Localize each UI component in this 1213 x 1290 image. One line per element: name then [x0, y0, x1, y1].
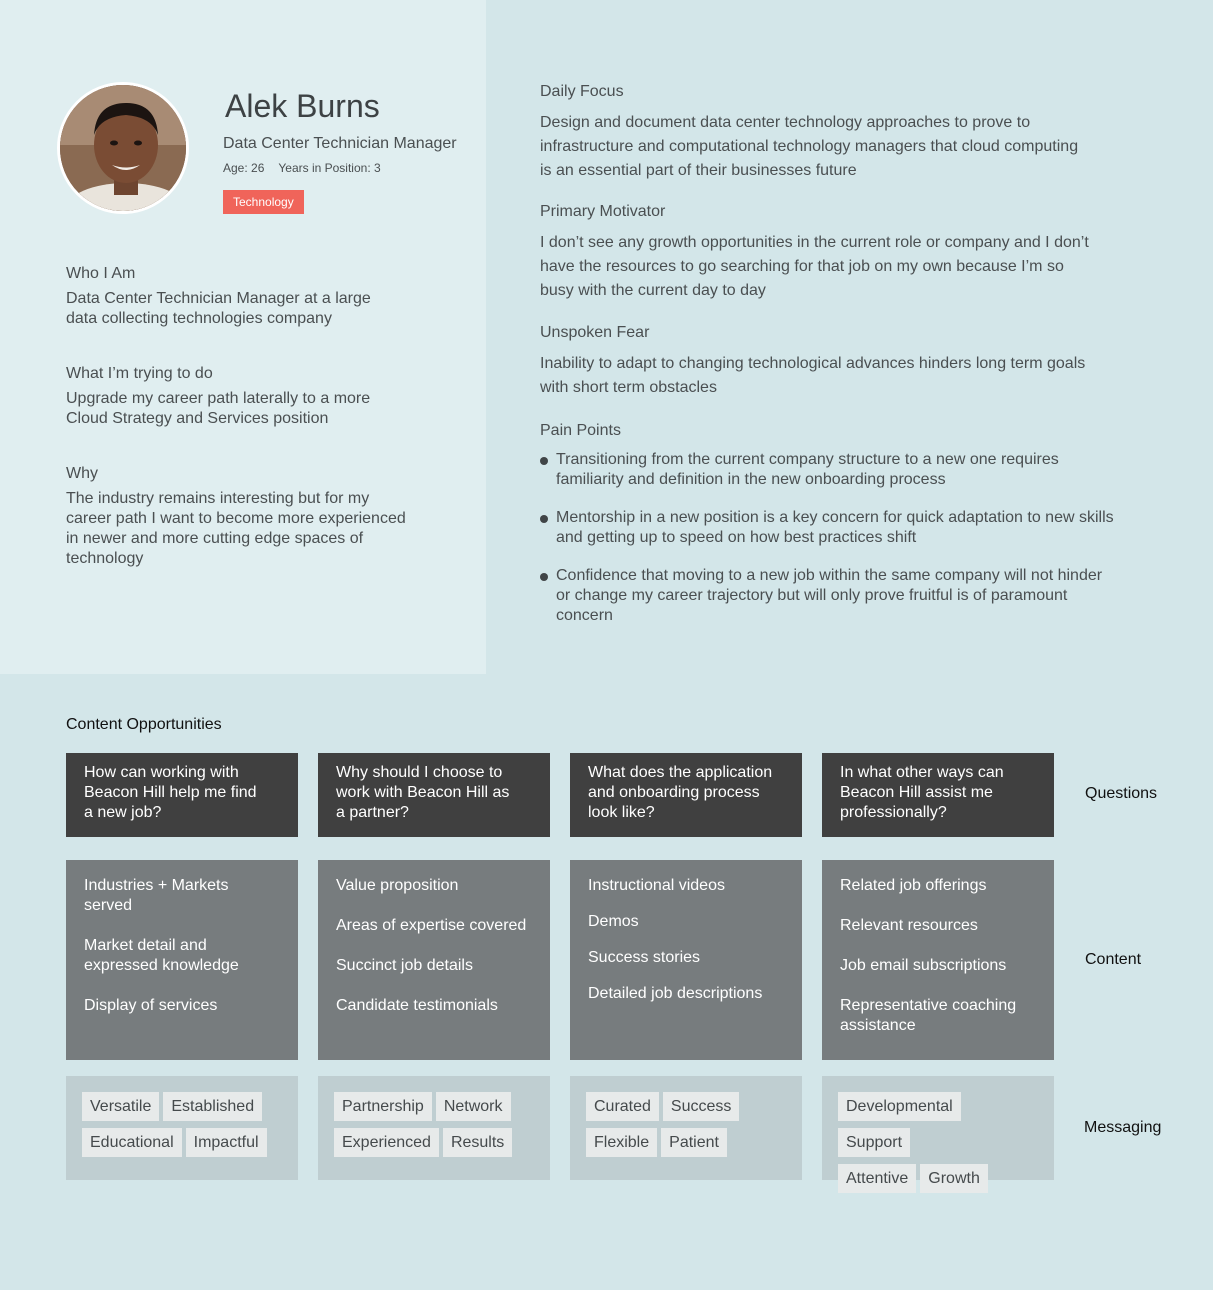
- message-chip: Experienced: [334, 1128, 439, 1157]
- content-item: Relevant resources: [840, 917, 978, 934]
- body-line: a new job?: [84, 804, 162, 821]
- body-line: Beacon Hill assist me: [840, 784, 993, 801]
- message-chip: Established: [163, 1092, 262, 1121]
- list-item: [540, 566, 1126, 626]
- body-line: technology: [66, 550, 144, 567]
- list-item: [540, 450, 1126, 490]
- content-item: [840, 996, 1036, 1036]
- questions-row-label: Questions: [1085, 785, 1158, 802]
- body-line: familiarity and definition in the new onboarding process: [556, 471, 946, 488]
- content-item: Succinct job details: [336, 957, 473, 974]
- body-line: look like?: [588, 804, 655, 821]
- avatar: [57, 82, 189, 214]
- persona-name: Alek Burns: [225, 88, 380, 124]
- body-line: a partner?: [336, 804, 409, 821]
- section-body: [540, 231, 1110, 303]
- message-chip: Developmental: [838, 1092, 961, 1121]
- message-chip: Network: [436, 1092, 511, 1121]
- body-line: expressed knowledge: [84, 957, 239, 974]
- body-line: The industry remains interesting but for my: [66, 490, 370, 507]
- section-heading: Pain Points: [540, 422, 621, 439]
- message-chip: Educational: [82, 1128, 182, 1157]
- body-line: Cloud Strategy and Services position: [66, 410, 329, 427]
- body-line: and onboarding process: [588, 784, 760, 801]
- content-item: Candidate testimonials: [336, 997, 498, 1014]
- content-card: [570, 860, 802, 1060]
- message-chip: Curated: [586, 1092, 659, 1121]
- message-chip: Support: [838, 1128, 910, 1157]
- section-body: [540, 111, 1110, 183]
- body-line: Design and document data center technology approaches to prove to: [540, 114, 1031, 131]
- message-chip: Impactful: [186, 1128, 267, 1157]
- content-opportunities-title: Content Opportunities: [66, 716, 222, 733]
- body-line: Transitioning from the current company structure to a new one requires: [556, 451, 1059, 468]
- content-card: [822, 860, 1054, 1060]
- content-card: [318, 860, 550, 1060]
- body-line: with short term obstacles: [540, 379, 717, 396]
- content-item: Demos: [588, 913, 639, 930]
- messaging-card: [822, 1076, 1054, 1187]
- body-line: served: [84, 897, 133, 914]
- body-line: Market detail and: [84, 937, 207, 954]
- pain-points-list: [540, 450, 1140, 626]
- content-item: [84, 996, 280, 1016]
- body-line: professionally?: [840, 804, 947, 821]
- body-line: Upgrade my career path laterally to a more: [66, 390, 371, 407]
- body-line: Representative coaching: [840, 997, 1017, 1014]
- question-card: [66, 753, 298, 837]
- message-chip: Growth: [920, 1164, 988, 1193]
- body-line: data collecting technologies company: [66, 310, 332, 327]
- section-heading: Why: [66, 465, 98, 482]
- section-heading: Primary Motivator: [540, 203, 666, 220]
- content-row-label: Content: [1085, 951, 1142, 968]
- body-line: assistance: [840, 1017, 916, 1034]
- body-line: I don’t see any growth opportunities in the current role or company and I don’t: [540, 234, 1089, 251]
- content-item: Related job offerings: [840, 877, 987, 894]
- body-line: in newer and more cutting edge spaces of: [66, 530, 364, 547]
- unspoken-fear-section: [540, 324, 1110, 400]
- messaging-row-label: Messaging: [1084, 1119, 1162, 1136]
- message-chip: Success: [663, 1092, 739, 1121]
- body-line: is an essential part of their businesses future: [540, 162, 857, 179]
- message-chip: Partnership: [334, 1092, 432, 1121]
- content-card: [66, 860, 298, 1060]
- section-heading: What I’m trying to do: [66, 365, 213, 382]
- body-line: have the resources to go searching for that job on my own because I’m so: [540, 258, 1064, 275]
- body-line: work with Beacon Hill as: [336, 784, 510, 801]
- messaging-card: [318, 1076, 550, 1180]
- who-i-am-section: [66, 265, 371, 329]
- primary-motivator-section: [540, 203, 1110, 303]
- messaging-card: [570, 1076, 802, 1180]
- content-item: Value proposition: [336, 877, 459, 894]
- section-heading: Daily Focus: [540, 83, 624, 100]
- section-body: [66, 289, 371, 329]
- age-label: Age: 26: [223, 161, 265, 175]
- body-line: How can working with: [84, 764, 239, 781]
- content-item: Instructional videos: [588, 877, 725, 894]
- body-line: busy with the current day to day: [540, 282, 766, 299]
- section-heading: Who I Am: [66, 265, 136, 282]
- persona-meta: [223, 161, 381, 175]
- body-line: Data Center Technician Manager at a large: [66, 290, 371, 307]
- body-line: or change my career trajectory but will only prove fruitful is of paramount: [556, 587, 1068, 604]
- body-line: infrastructure and computational technology managers that cloud computing: [540, 138, 1079, 155]
- content-item: Job email subscriptions: [840, 957, 1007, 974]
- question-card: [318, 753, 550, 837]
- message-chip: Attentive: [838, 1164, 916, 1193]
- why-section: [66, 465, 406, 569]
- message-chip: Patient: [661, 1128, 727, 1157]
- body-line: What does the application: [588, 764, 773, 781]
- industry-tag: Technology: [223, 190, 304, 214]
- question-card: [822, 753, 1054, 837]
- content-item: [84, 876, 280, 916]
- content-item: Detailed job descriptions: [588, 985, 763, 1002]
- years-label: Years in Position: 3: [278, 161, 381, 175]
- body-line: and getting up to speed on how best practices shift: [556, 529, 917, 546]
- list-item: [540, 508, 1126, 548]
- trying-to-do-section: [66, 365, 370, 429]
- body-line: In what other ways can: [840, 764, 1004, 781]
- section-heading: Unspoken Fear: [540, 324, 650, 341]
- pain-points-section: [540, 422, 1140, 644]
- content-item: Success stories: [588, 949, 701, 966]
- message-chip: Flexible: [586, 1128, 657, 1157]
- content-item: [84, 936, 280, 976]
- persona-role: Data Center Technician Manager: [223, 135, 457, 152]
- body-line: Display of services: [84, 997, 218, 1014]
- message-chip: Results: [443, 1128, 512, 1157]
- body-line: Confidence that moving to a new job within the same company will not hinder: [556, 567, 1103, 584]
- question-card: [570, 753, 802, 837]
- body-line: career path I want to become more experienced: [66, 510, 406, 527]
- daily-focus-section: [540, 83, 1110, 183]
- body-line: concern: [556, 607, 613, 624]
- body-line: Mentorship in a new position is a key concern for quick adaptation to new skills: [556, 509, 1114, 526]
- body-line: Why should I choose to: [336, 764, 503, 781]
- content-item: Areas of expertise covered: [336, 917, 527, 934]
- section-body: [540, 352, 1110, 400]
- person-portrait-icon: [60, 85, 189, 214]
- body-line: Inability to adapt to changing technological advances hinders long term goals: [540, 355, 1086, 372]
- section-body: [66, 489, 406, 569]
- body-line: Beacon Hill help me find: [84, 784, 257, 801]
- message-chip: Versatile: [82, 1092, 159, 1121]
- body-line: Industries + Markets: [84, 877, 229, 894]
- messaging-card: [66, 1076, 298, 1180]
- section-body: [66, 389, 370, 429]
